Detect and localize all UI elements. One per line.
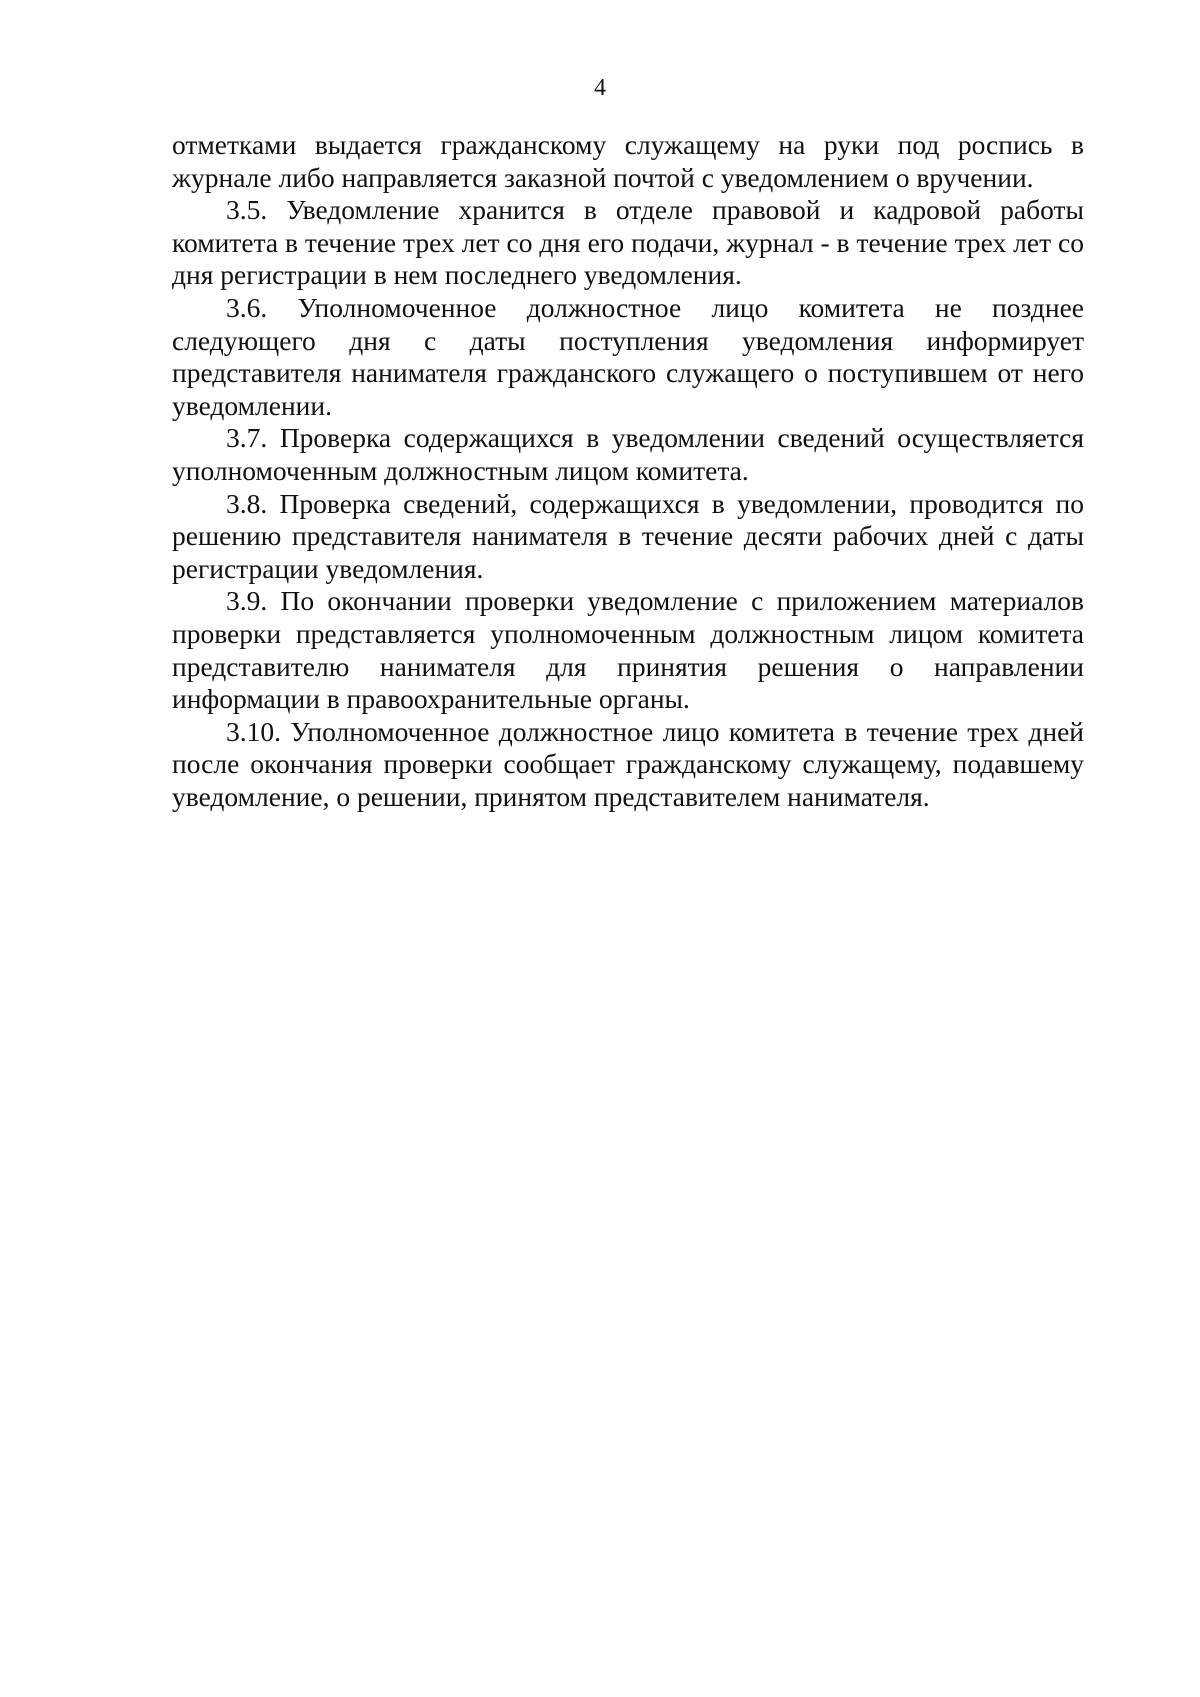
page-number: 4	[594, 75, 606, 101]
paragraph-3-10: 3.10. Уполномоченное должностное лицо комитета в течение трех дней после окончания проверки сообщает гражданскому служащему, подавшему уведомление, о решении, принятом представителем нанимателя.	[172, 715, 1084, 812]
paragraph-3-8: 3.8. Проверка сведений, содержащихся в уведомлении, проводится по решению представителя нанимателя в течение десяти рабочих дней с даты регистрации уведомления.	[172, 487, 1084, 584]
paragraph-continuation: отметками выдается гражданскому служащему на руки под роспись в журнале либо направляется заказной почтой с уведомлением о вручении.	[172, 129, 1084, 193]
paragraph-3-7: 3.7. Проверка содержащихся в уведомлении сведений осуществляется уполномоченным должностным лицом комитета.	[172, 422, 1084, 486]
paragraph-3-6: 3.6. Уполномоченное должностное лицо комитета не позднее следующего дня с даты поступления уведомления информирует представителя нанимателя гражданского служащего о поступившем от него уведомлении.	[172, 291, 1084, 421]
paragraph-3-9: 3.9. По окончании проверки уведомление с приложением материалов проверки представляется уполномоченным должностным лицом комитета представителю нанимателя для принятия решения о направлении информации в правоохранительные органы.	[172, 585, 1084, 715]
document-body	[172, 129, 1084, 813]
paragraph-3-5: 3.5. Уведомление хранится в отделе правовой и кадровой работы комитета в течение трех лет со дня его подачи, журнал - в течение трех лет со дня регистрации в нем последнего уведомления.	[172, 194, 1084, 291]
